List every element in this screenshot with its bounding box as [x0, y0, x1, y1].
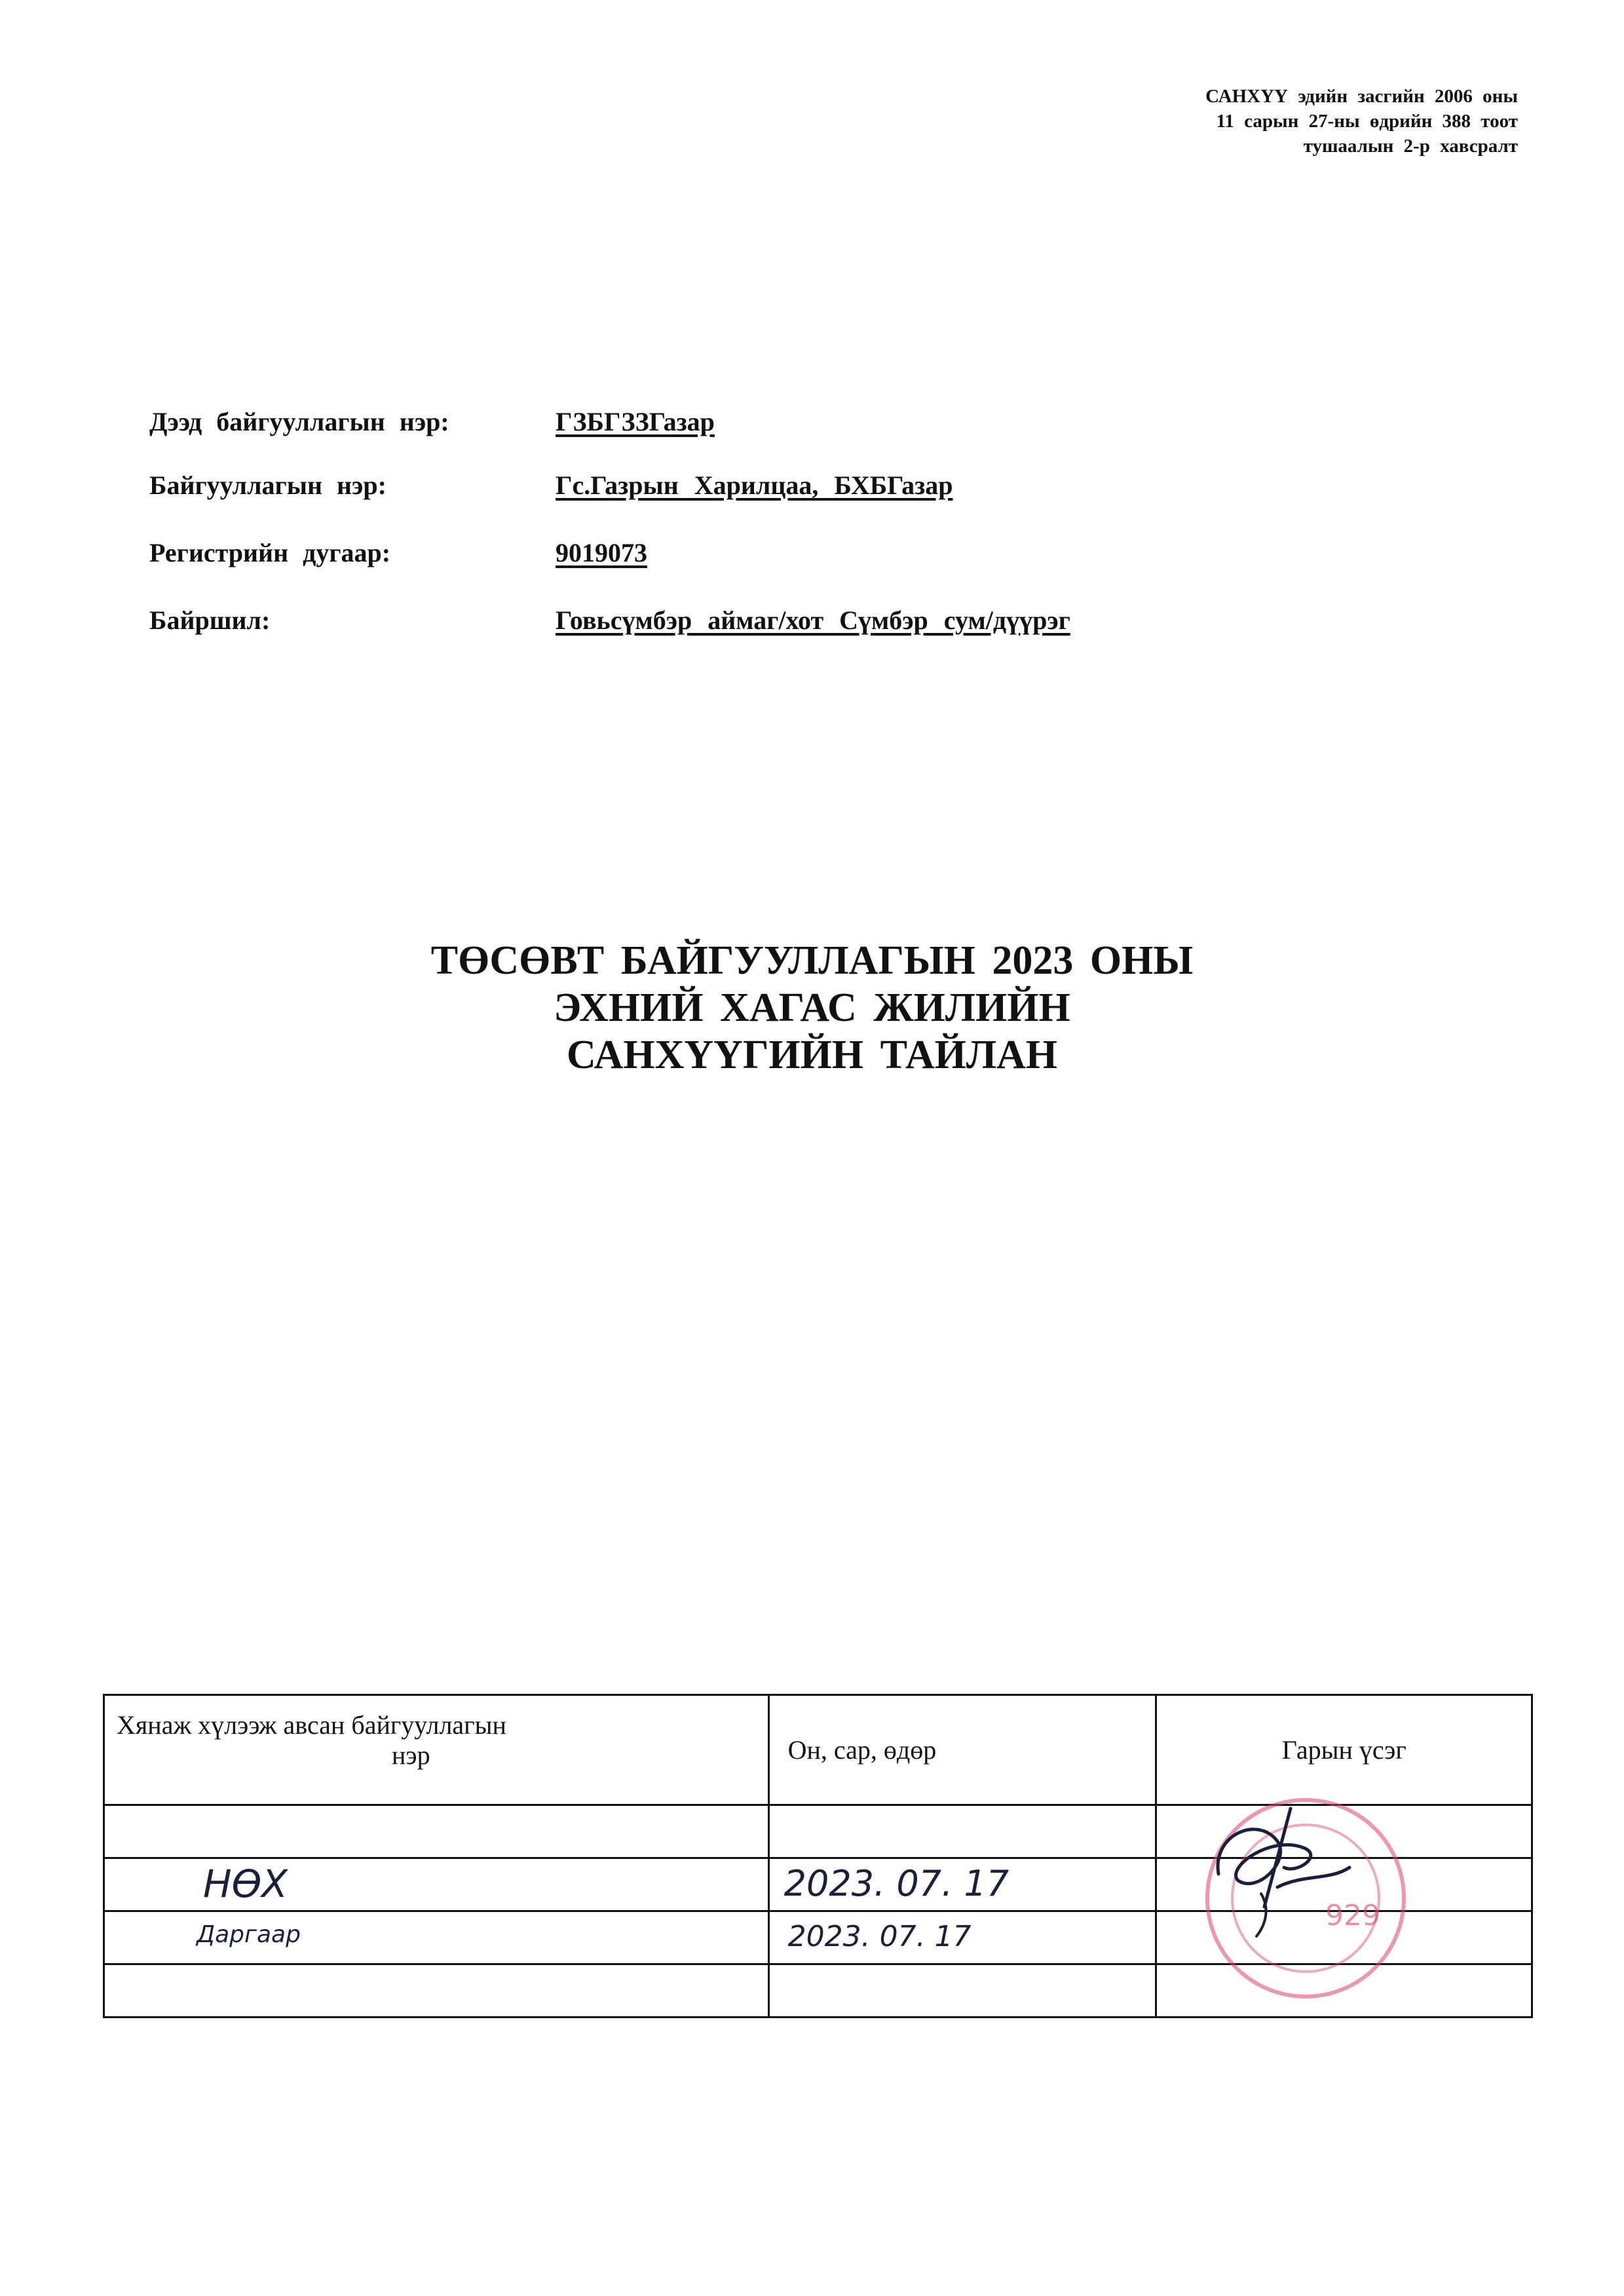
header-org-line-2: нэр — [392, 1740, 430, 1770]
org-name-row — [149, 470, 1263, 509]
approval-line-1: САНХҮҮ эдийн засгийн 2006 оны — [1205, 86, 1518, 107]
report-title-line-2: ЭХНИЙ ХАГАС ЖИЛИЙН — [554, 985, 1070, 1030]
org-name-label: Байгууллагын нэр: — [149, 470, 387, 500]
location-row — [149, 605, 1263, 644]
stamp-number: 929 — [1325, 1899, 1380, 1932]
row-org-cell — [104, 1964, 769, 2018]
row-org-cell — [104, 1911, 769, 1964]
approval-line-3: тушаалын 2-р хавсралт — [1303, 136, 1518, 157]
parent-org-value: ГЗБГЗЗГазар — [556, 407, 715, 436]
report-title-line-3: САНХҮҮГИЙН ТАЙЛАН — [566, 1033, 1058, 1077]
row-org-cell — [104, 1805, 769, 1858]
header-org-line-1: Хянаж хүлээж авсан байгууллагын — [117, 1710, 506, 1740]
signature-tail — [1256, 1894, 1266, 1936]
signature-stroke — [1218, 1808, 1350, 1907]
row-date-cell — [768, 1858, 1156, 1911]
approval-line-2: 11 сарын 27-ны өдрийн 388 тоот — [1216, 111, 1518, 132]
registration-value: 9019073 — [556, 538, 647, 567]
review-table-header — [104, 1695, 1532, 1805]
parent-org-row — [149, 406, 1263, 446]
row-date-cell — [768, 1964, 1156, 2018]
row-date-cell — [768, 1805, 1156, 1858]
report-title — [0, 937, 1624, 1079]
signature-mark — [1199, 1795, 1369, 1946]
parent-org-label: Дээд байгууллагын нэр: — [149, 407, 449, 436]
approval-note — [1205, 84, 1518, 159]
handwritten-org-nokh: НӨХ — [203, 1862, 288, 1906]
registration-label: Регистрийн дугаар: — [149, 538, 391, 567]
handwritten-date-1: 2023. 07. 17 — [784, 1863, 1010, 1904]
handwritten-date-2: 2023. 07. 17 — [787, 1920, 972, 1953]
location-value: Говьсүмбэр аймаг/хот Сүмбэр сум/дүүрэг — [556, 605, 1070, 635]
org-name-value: Гс.Газрын Харилцаа, БХБГазар — [556, 470, 953, 500]
row-date-cell — [768, 1911, 1156, 1964]
report-title-line-1: ТӨСӨВТ БАЙГУУЛЛАГЫН 2023 ОНЫ — [430, 938, 1194, 983]
row-org-cell — [104, 1858, 769, 1911]
header-signature: Гарын үсэг — [1156, 1695, 1532, 1805]
location-label: Байршил: — [149, 605, 271, 635]
registration-row — [149, 537, 1263, 577]
header-date: Он, сар, өдөр — [768, 1695, 1156, 1805]
handwritten-org-dargaar: Даргаар — [197, 1921, 301, 1948]
header-org-name — [104, 1695, 769, 1805]
